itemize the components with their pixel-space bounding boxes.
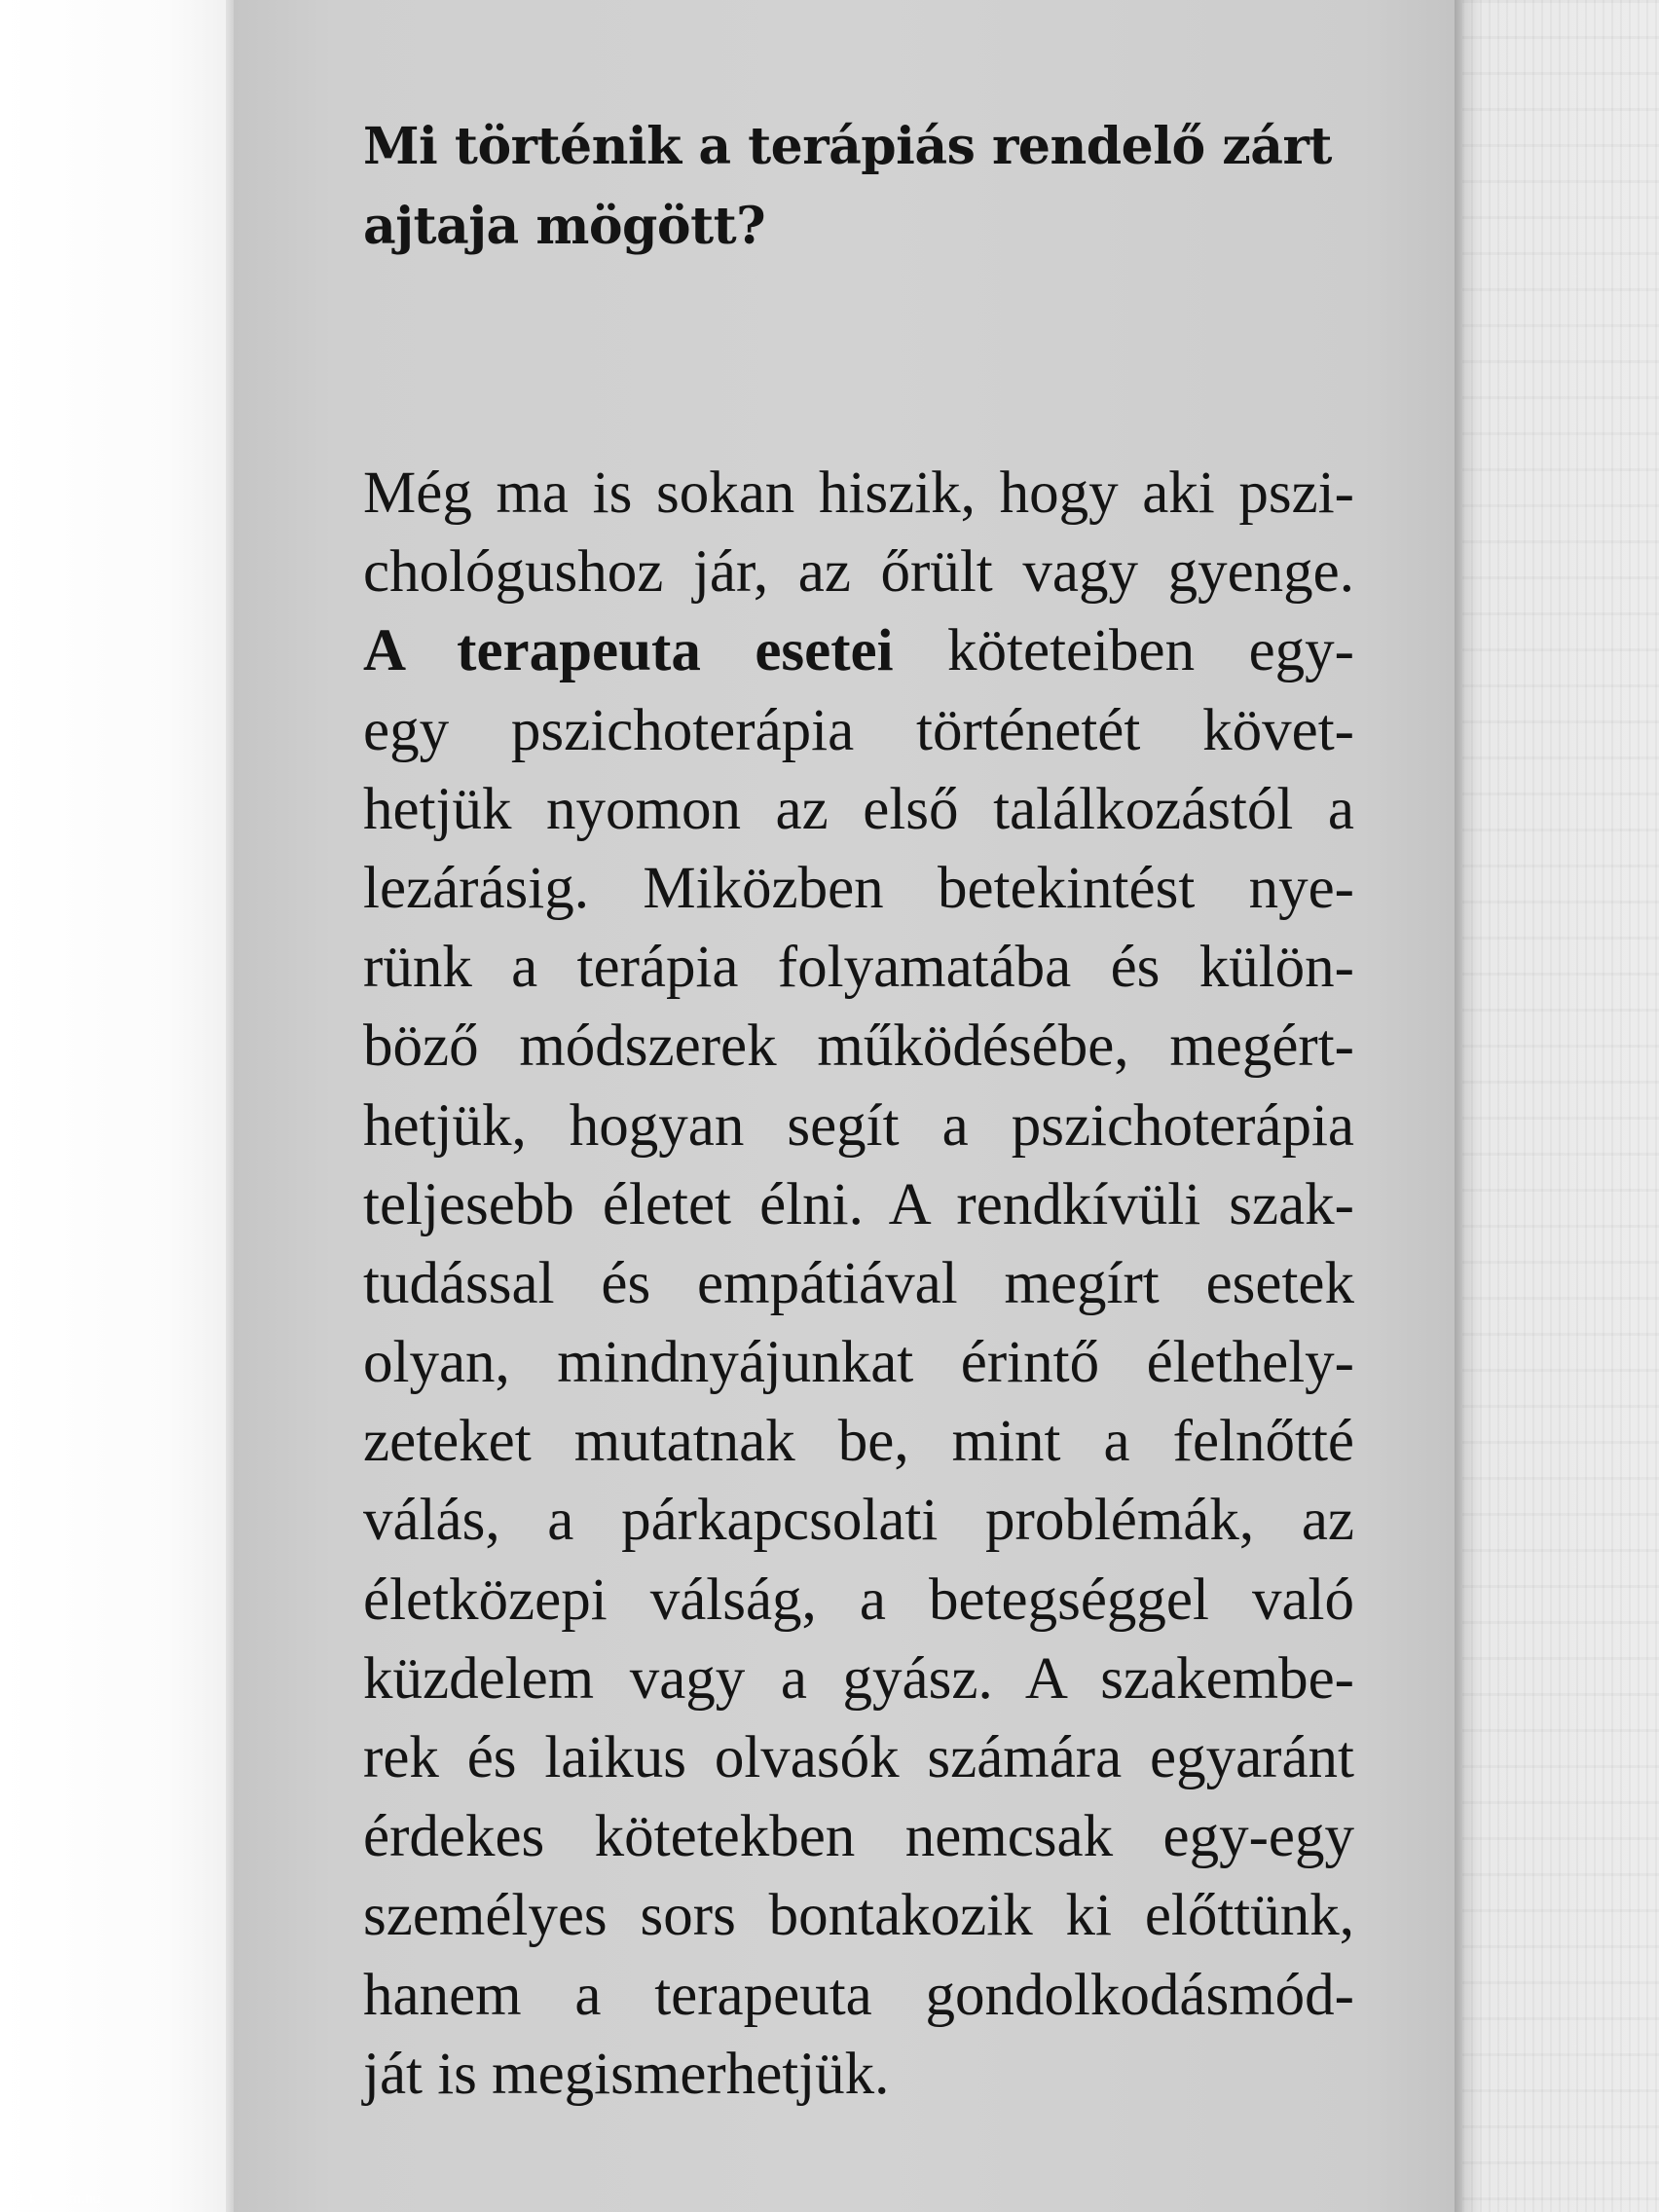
facing-page-background bbox=[0, 0, 243, 2212]
body-line: lezárásig. Miközben betekintést nye- bbox=[363, 855, 1354, 921]
watermark: Antikvarium.hu bbox=[4, 2193, 101, 2207]
body-line: érdekes kötetekben nemcsak egy-egy bbox=[363, 1804, 1354, 1870]
body-line: zeteket mutatnak be, mint a felnőtté bbox=[363, 1409, 1354, 1475]
title-line: ajtaja mögött? bbox=[363, 197, 766, 256]
body-line: rünk a terápia folyamatába és külön- bbox=[363, 935, 1354, 1001]
series-title: A terapeuta esetei bbox=[363, 618, 894, 684]
body-line: olyan, mindnyájunkat érintő élethely- bbox=[363, 1330, 1354, 1396]
cover-text-block bbox=[363, 107, 1354, 2114]
blurb-body bbox=[363, 454, 1354, 2114]
body-line: teljesebb életet élni. A rendkívüli szak- bbox=[363, 1171, 1354, 1237]
body-line: küzdelem vagy a gyász. A szakembe- bbox=[363, 1645, 1354, 1712]
title-line: Mi történik a terápiás rendelő zárt bbox=[363, 117, 1332, 176]
body-line: tudással és empátiával megírt esetek bbox=[363, 1250, 1354, 1316]
body-line: hetjük nyomon az első találkozástól a bbox=[363, 776, 1354, 842]
wood-background bbox=[1462, 0, 1659, 2212]
body-line: ját is megismerhetjük. bbox=[363, 2041, 890, 2107]
body-line: személyes sors bontakozik ki előttünk, bbox=[363, 1883, 1354, 1949]
body-line: chológushoz jár, az őrült vagy gyenge. bbox=[363, 539, 1354, 606]
blurb-title bbox=[363, 107, 1354, 267]
body-line: rek és laikus olvasók számára egyaránt bbox=[363, 1725, 1354, 1790]
body-line-rest: köteteiben egy- bbox=[893, 618, 1354, 684]
body-line: hanem a terapeuta gondolkodásmód- bbox=[363, 1962, 1354, 2028]
body-line: egy pszichoterápia történetét követ- bbox=[363, 697, 1354, 763]
body-line: böző módszerek működésébe, megért- bbox=[363, 1014, 1354, 1080]
body-line: életközepi válság, a betegséggel való bbox=[363, 1567, 1354, 1633]
body-line: hetjük, hogyan segít a pszichoterápia bbox=[363, 1092, 1354, 1159]
body-line: válás, a párkapcsolati problémák, az bbox=[363, 1488, 1354, 1554]
body-line-series-title bbox=[363, 611, 1354, 690]
body-line: Még ma is sokan hiszik, hogy aki pszi- bbox=[363, 461, 1354, 526]
